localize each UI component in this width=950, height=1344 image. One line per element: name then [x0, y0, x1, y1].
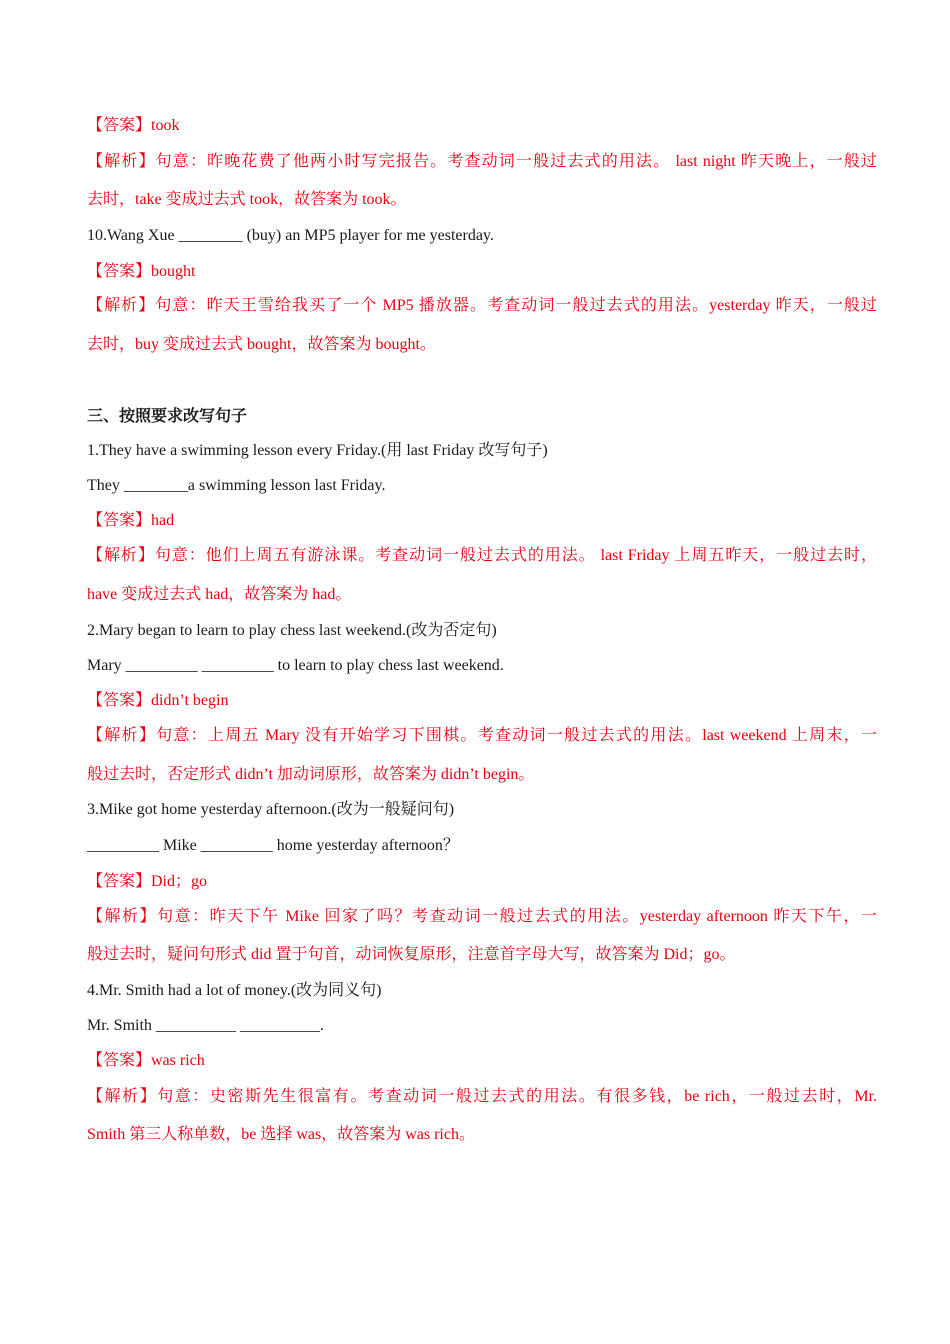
- analysis-text: 【解析】句意：昨天王雪给我买了一个 MP5 播放器。考查动词一般过去式的用法。yesterday 昨天，一般过: [87, 297, 877, 314]
- analysis-text: 去时，buy 变成过去式 bought，故答案为 bought。: [87, 336, 436, 353]
- analysis-text: have 变成过去式 had，故答案为 had。: [87, 586, 352, 603]
- question-prompt: They ________a swimming lesson last Friday.: [87, 477, 386, 494]
- question-prompt: Mr. Smith __________ __________.: [87, 1017, 324, 1034]
- question-text: 3.Mike got home yesterday afternoon.(改为一般疑问句): [87, 801, 455, 818]
- analysis-text: 去时，take 变成过去式 took，故答案为 took。: [87, 191, 407, 208]
- answer-label: 【答案】was rich: [87, 1052, 205, 1069]
- analysis-text: 【解析】句意：史密斯先生很富有。考查动词一般过去式的用法。有很多钱，be rich，一般过去时，Mr.: [87, 1088, 877, 1105]
- question-prompt: _________ Mike _________ home yesterday afternoon？: [87, 837, 459, 854]
- answer-label: 【答案】Did；go: [87, 873, 208, 890]
- question-prompt: Mary _________ _________ to learn to play chess last weekend.: [87, 657, 504, 674]
- answer-label: 【答案】bought: [87, 263, 196, 280]
- answer-label: 【答案】took: [87, 117, 180, 134]
- question-text: 10.Wang Xue ________ (buy) an MP5 player for me yesterday.: [87, 227, 494, 244]
- analysis-text: 【解析】句意：昨天下午 Mike 回家了吗？考查动词一般过去式的用法。yesterday afternoon 昨天下午，一: [87, 908, 877, 925]
- analysis-text: 【解析】句意：昨晚花费了他两小时写完报告。考查动词一般过去式的用法。 last night 昨天晚上，一般过: [87, 153, 877, 170]
- section-heading: 三、按照要求改写句子: [87, 408, 248, 425]
- analysis-text: 【解析】句意：他们上周五有游泳课。考查动词一般过去式的用法。 last Friday 上周五昨天，一般过去时，: [87, 547, 877, 564]
- analysis-text: Smith 第三人称单数，be 选择 was，故答案为 was rich。: [87, 1126, 475, 1143]
- question-text: 1.They have a swimming lesson every Friday.(用 last Friday 改写句子): [87, 442, 548, 459]
- analysis-text: 【解析】句意：上周五 Mary 没有开始学习下围棋。考查动词一般过去式的用法。last weekend 上周末，一: [87, 727, 877, 744]
- question-text: 4.Mr. Smith had a lot of money.(改为同义句): [87, 982, 382, 999]
- question-text: 2.Mary began to learn to play chess last weekend.(改为否定句): [87, 622, 497, 639]
- answer-label: 【答案】had: [87, 512, 175, 529]
- answer-label: 【答案】didn’t begin: [87, 692, 229, 709]
- analysis-text: 般过去时，否定形式 didn’t 加动词原形，故答案为 didn’t begin。: [87, 766, 535, 783]
- analysis-text: 般过去时，疑问句形式 did 置于句首，动词恢复原形，注意首字母大写，故答案为 Did；go。: [87, 946, 736, 963]
